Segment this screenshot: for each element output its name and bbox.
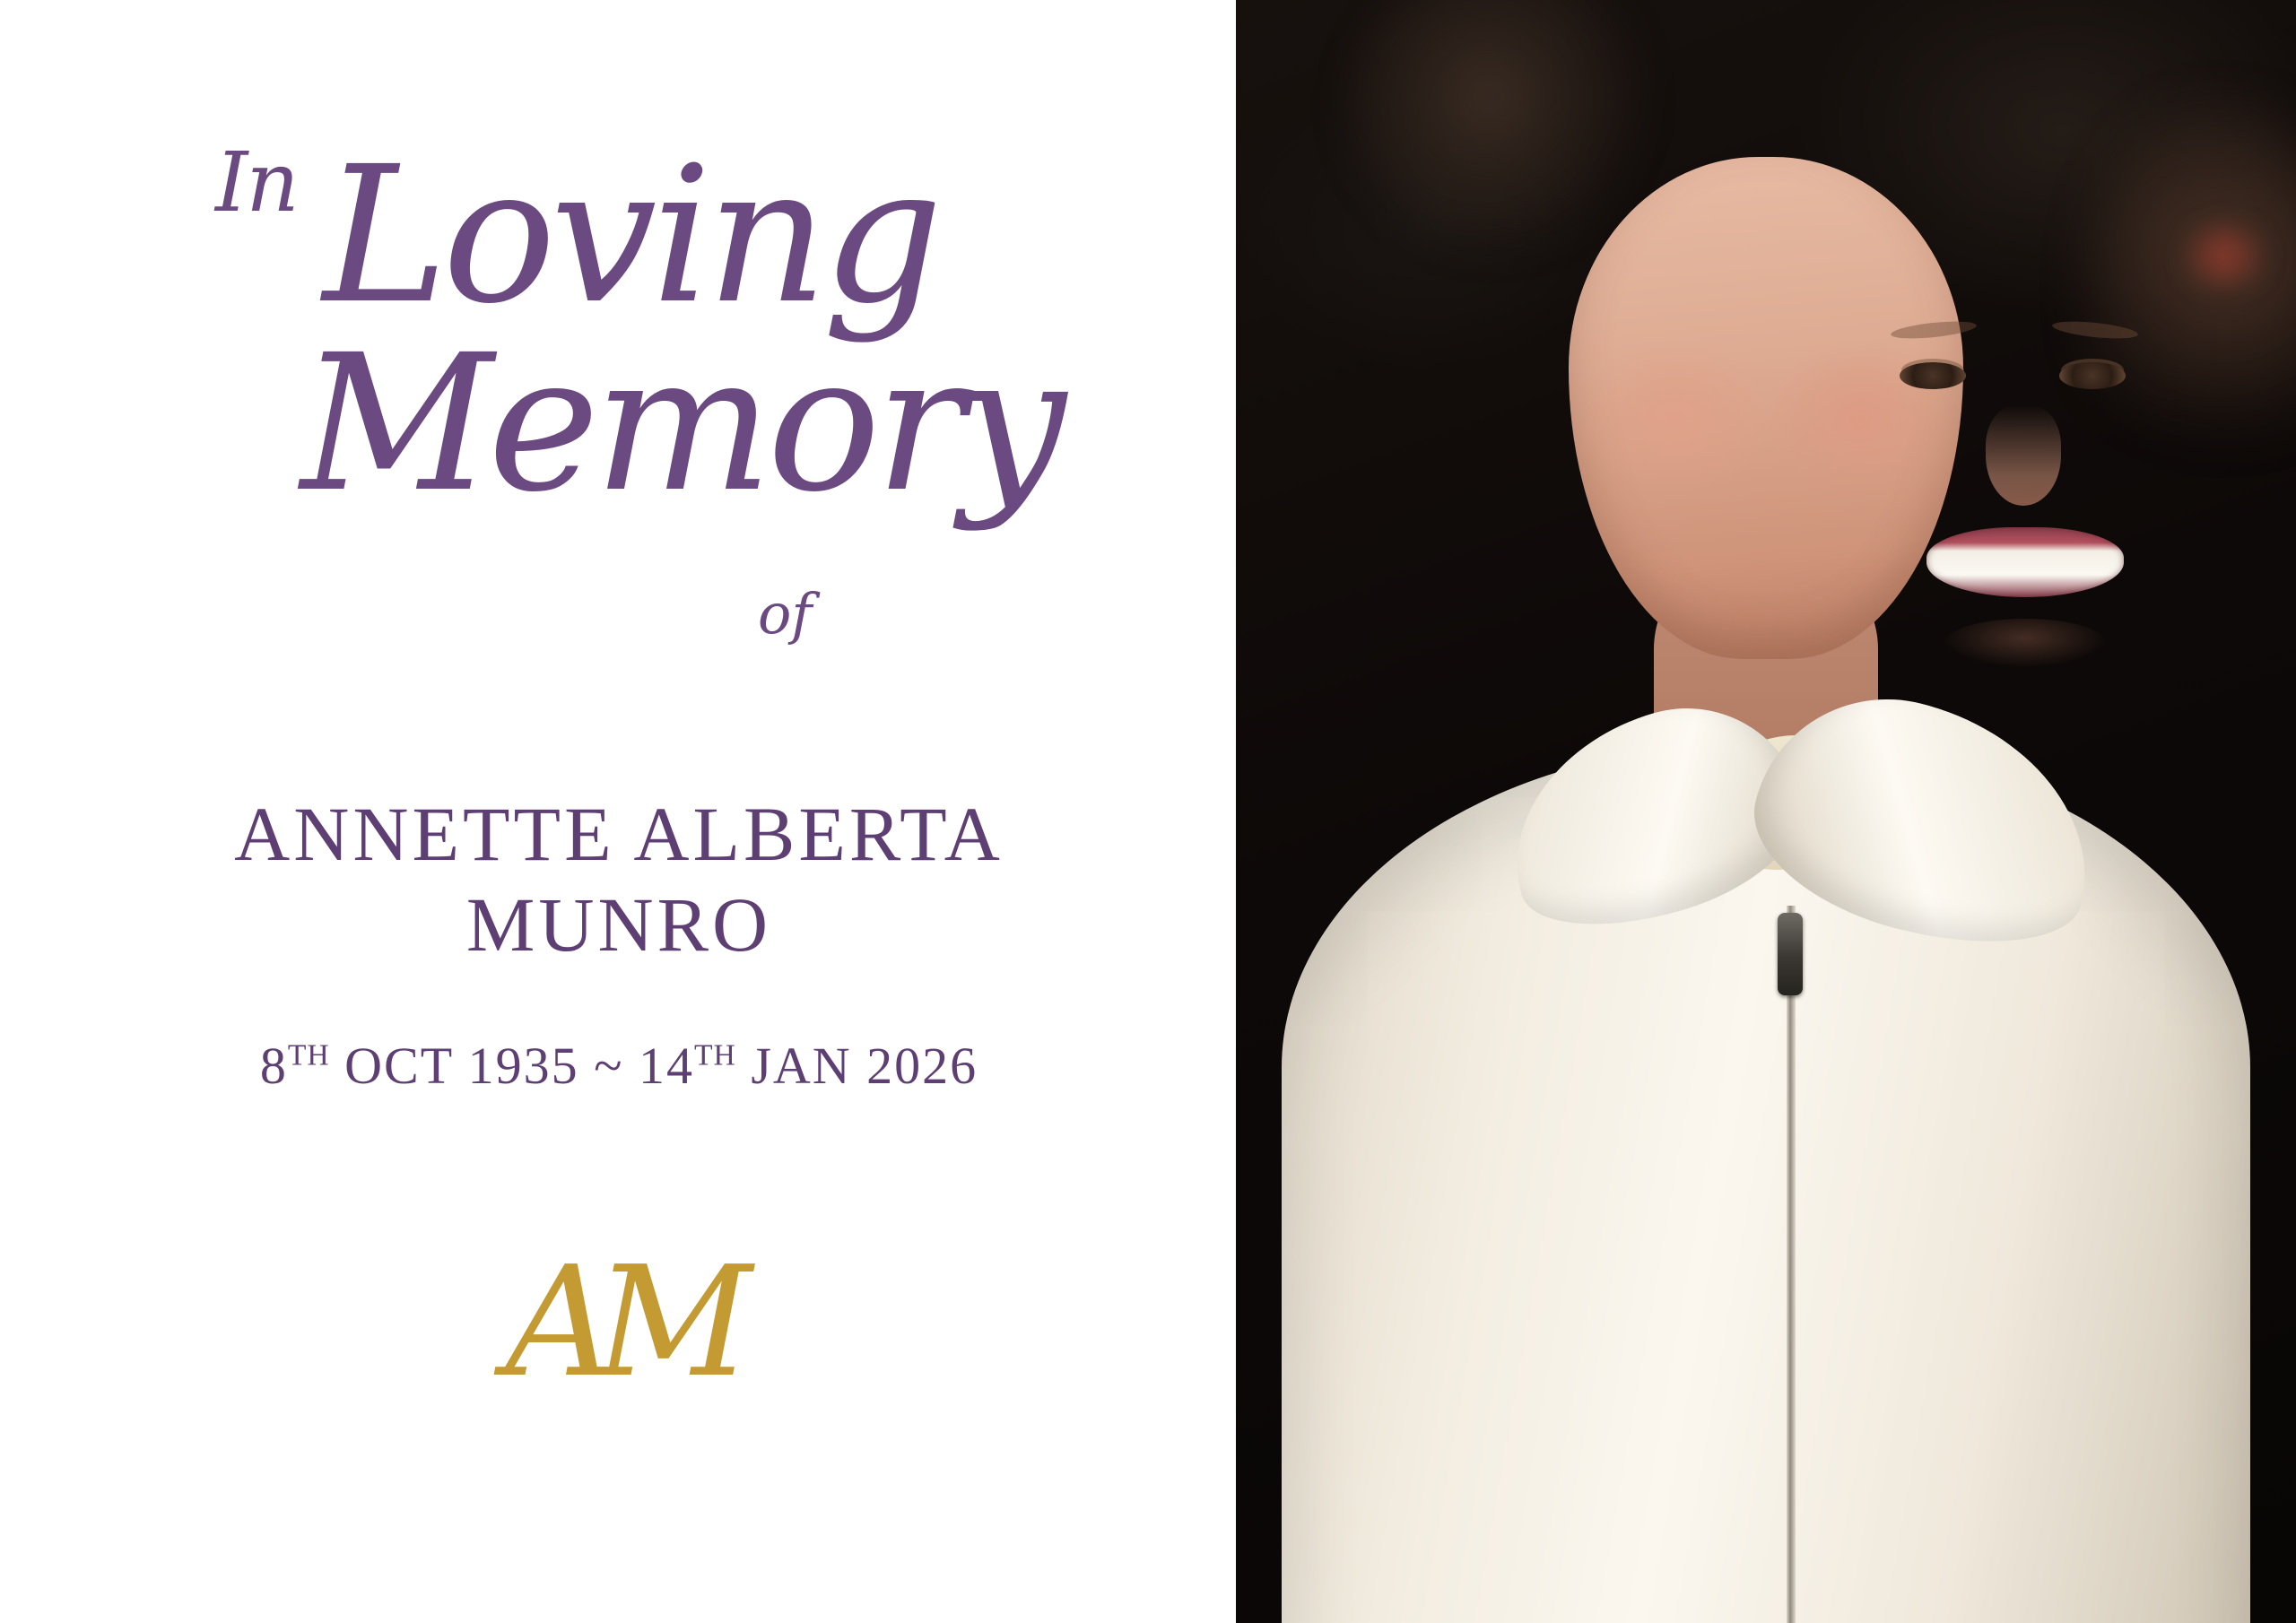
- monogram-initials: AM: [505, 1234, 733, 1411]
- subject-eye-left: [1900, 362, 1966, 389]
- deceased-name-line-1: ANNETTE ALBERTA: [234, 791, 1004, 877]
- photo-background-color-accent: [2170, 224, 2278, 287]
- deceased-name-line-2: MUNRO: [465, 881, 772, 968]
- subject-smile: [1926, 527, 2124, 597]
- subject-nose: [1986, 405, 2061, 506]
- subject-eye-right: [2059, 362, 2126, 389]
- birth-day: 8: [259, 1037, 288, 1095]
- heading-line-of: of: [758, 581, 813, 647]
- portrait-photo: [1236, 0, 2296, 1623]
- jacket-zipper: [1787, 906, 1796, 1623]
- subject-face: [1569, 157, 1963, 659]
- heading-line-memory: Memory: [300, 314, 1061, 534]
- death-ordinal-suffix: TH: [694, 1038, 736, 1072]
- life-dates: [81, 1036, 1157, 1096]
- subject-chin-shadow: [1944, 619, 2106, 667]
- birth-ordinal-suffix: TH: [287, 1038, 330, 1072]
- heading-line-loving: Loving: [323, 126, 938, 345]
- heading-line-in: In: [215, 135, 298, 230]
- photo-background-highlight-right: [2090, 108, 2296, 484]
- deceased-name: [81, 789, 1157, 971]
- dates-middle: OCT 1935 ~ 14: [329, 1037, 694, 1095]
- subject-knit-jacket: [1282, 744, 2250, 1623]
- jacket-zipper-pull: [1778, 913, 1803, 995]
- death-date-rest: JAN 2026: [735, 1037, 978, 1095]
